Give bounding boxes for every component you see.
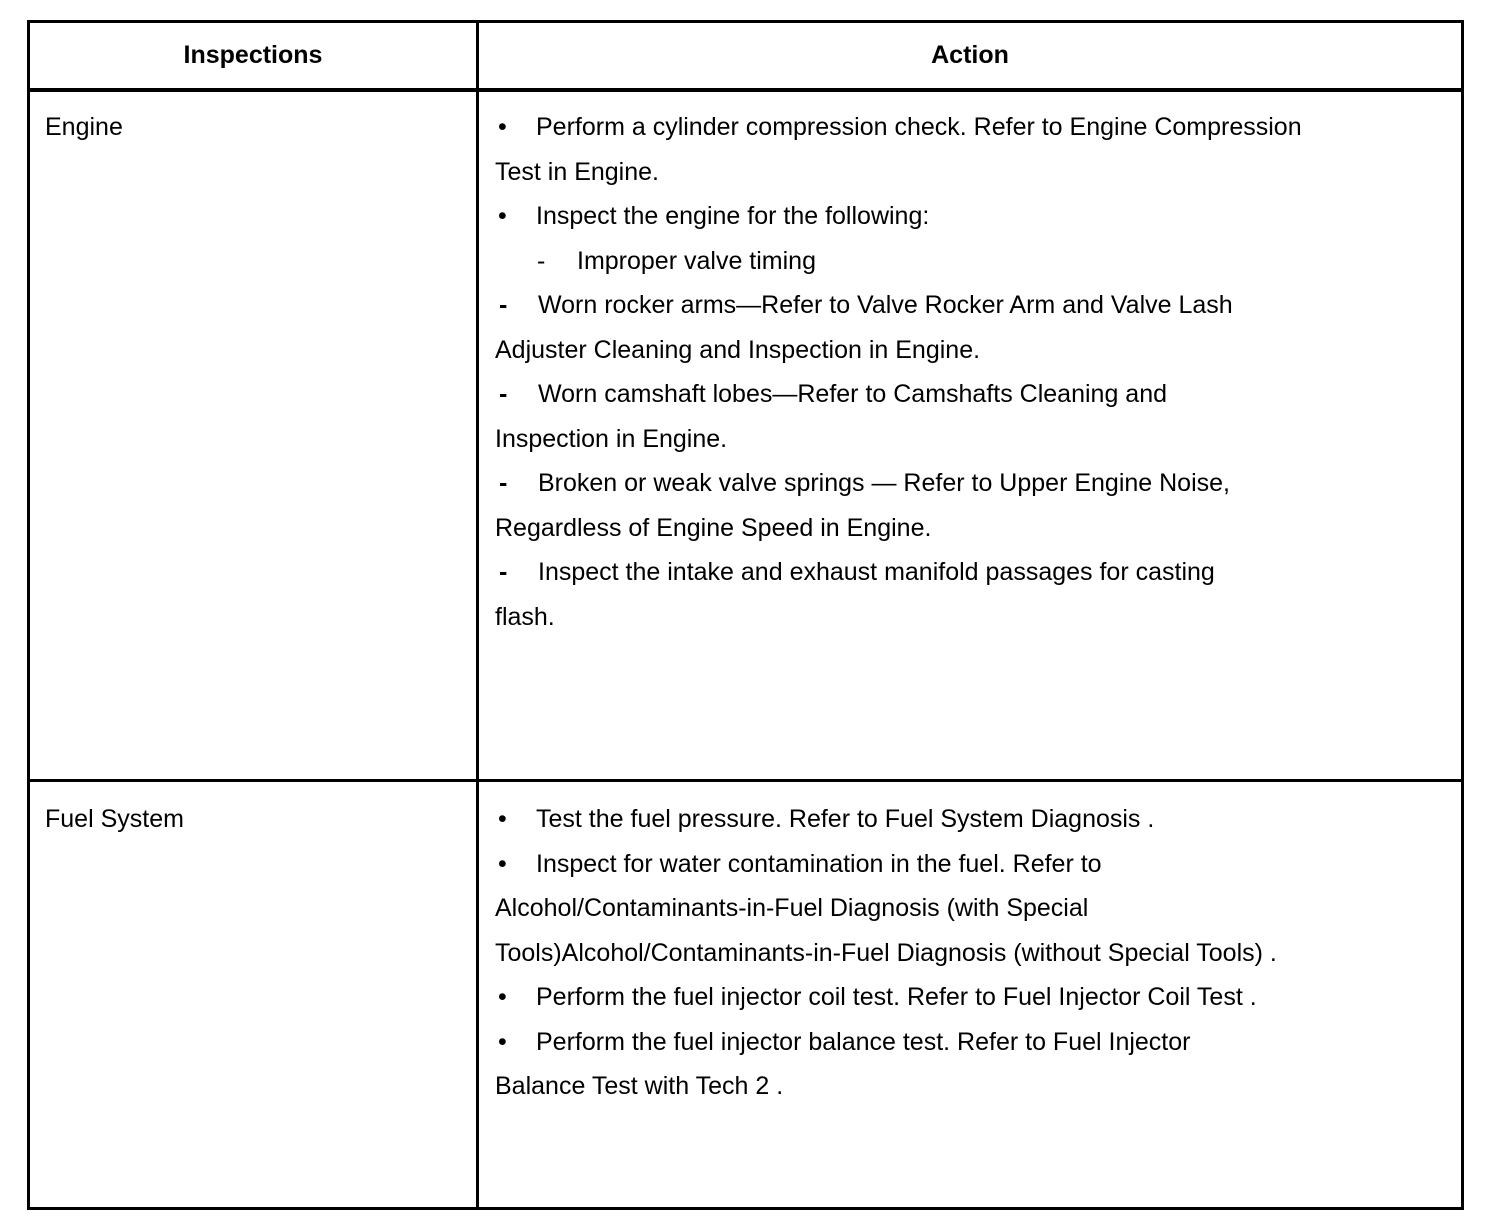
action-text: Alcohol/Contaminants-in-Fuel Diagnosis (with Special <box>495 894 1089 922</box>
action-text: Worn camshaft lobes—Refer to Camshafts Cleaning and <box>538 380 1168 408</box>
header-action-label: Action <box>931 40 1009 69</box>
table-right-border <box>1461 20 1464 1210</box>
dash-marker: - <box>537 246 546 275</box>
action-text: Broken or weak valve springs — Refer to Upper Engine Noise, <box>538 469 1230 497</box>
header-action <box>479 20 1461 90</box>
action-text: Perform the fuel injector coil test. Refer to Fuel Injector Coil Test . <box>536 983 1257 1011</box>
row-engine-label: Engine <box>45 113 123 141</box>
dash-marker: - <box>499 380 508 408</box>
action-text: Worn rocker arms—Refer to Valve Rocker Arm and Valve Lash <box>538 291 1233 319</box>
action-text: Inspect for water contamination in the fuel. Refer to <box>536 849 1102 878</box>
bullet-marker: • <box>498 805 507 833</box>
action-text: Improper valve timing <box>577 246 816 275</box>
header-inspections <box>30 20 476 90</box>
dash-marker: - <box>499 558 508 586</box>
bullet-marker: • <box>498 113 507 141</box>
action-text: Tools)Alcohol/Contaminants-in-Fuel Diagnosis (without Special Tools) . <box>495 938 1277 967</box>
action-text: Test in Engine. <box>495 157 659 186</box>
row-fuel-system-label: Fuel System <box>45 805 184 833</box>
inspection-table <box>27 20 1464 1210</box>
bullet-marker: • <box>498 849 507 878</box>
action-text: Regardless of Engine Speed in Engine. <box>495 513 932 542</box>
action-text: Test the fuel pressure. Refer to Fuel System Diagnosis . <box>536 805 1155 833</box>
action-text: Adjuster Cleaning and Inspection in Engine. <box>495 335 981 364</box>
bullet-marker: • <box>498 202 507 230</box>
column-divider <box>476 20 479 1210</box>
table-bottom-border <box>27 1207 1464 1210</box>
bullet-marker: • <box>498 1027 507 1056</box>
action-text: flash. <box>495 602 555 631</box>
table-left-border <box>27 20 30 1210</box>
action-text: Perform the fuel injector balance test. Refer to Fuel Injector <box>536 1027 1191 1056</box>
header-inspections-label: Inspections <box>183 40 323 69</box>
action-text: Balance Test with Tech 2 . <box>495 1072 784 1100</box>
dash-marker: - <box>499 291 508 319</box>
action-text: Inspect the engine for the following: <box>536 202 930 230</box>
dash-marker: - <box>499 469 508 497</box>
row-divider <box>27 779 1464 782</box>
action-text: Inspect the intake and exhaust manifold passages for casting <box>538 558 1215 586</box>
bullet-marker: • <box>498 983 507 1011</box>
action-text: Inspection in Engine. <box>495 424 728 453</box>
action-text: Perform a cylinder compression check. Refer to Engine Compression <box>536 113 1302 141</box>
